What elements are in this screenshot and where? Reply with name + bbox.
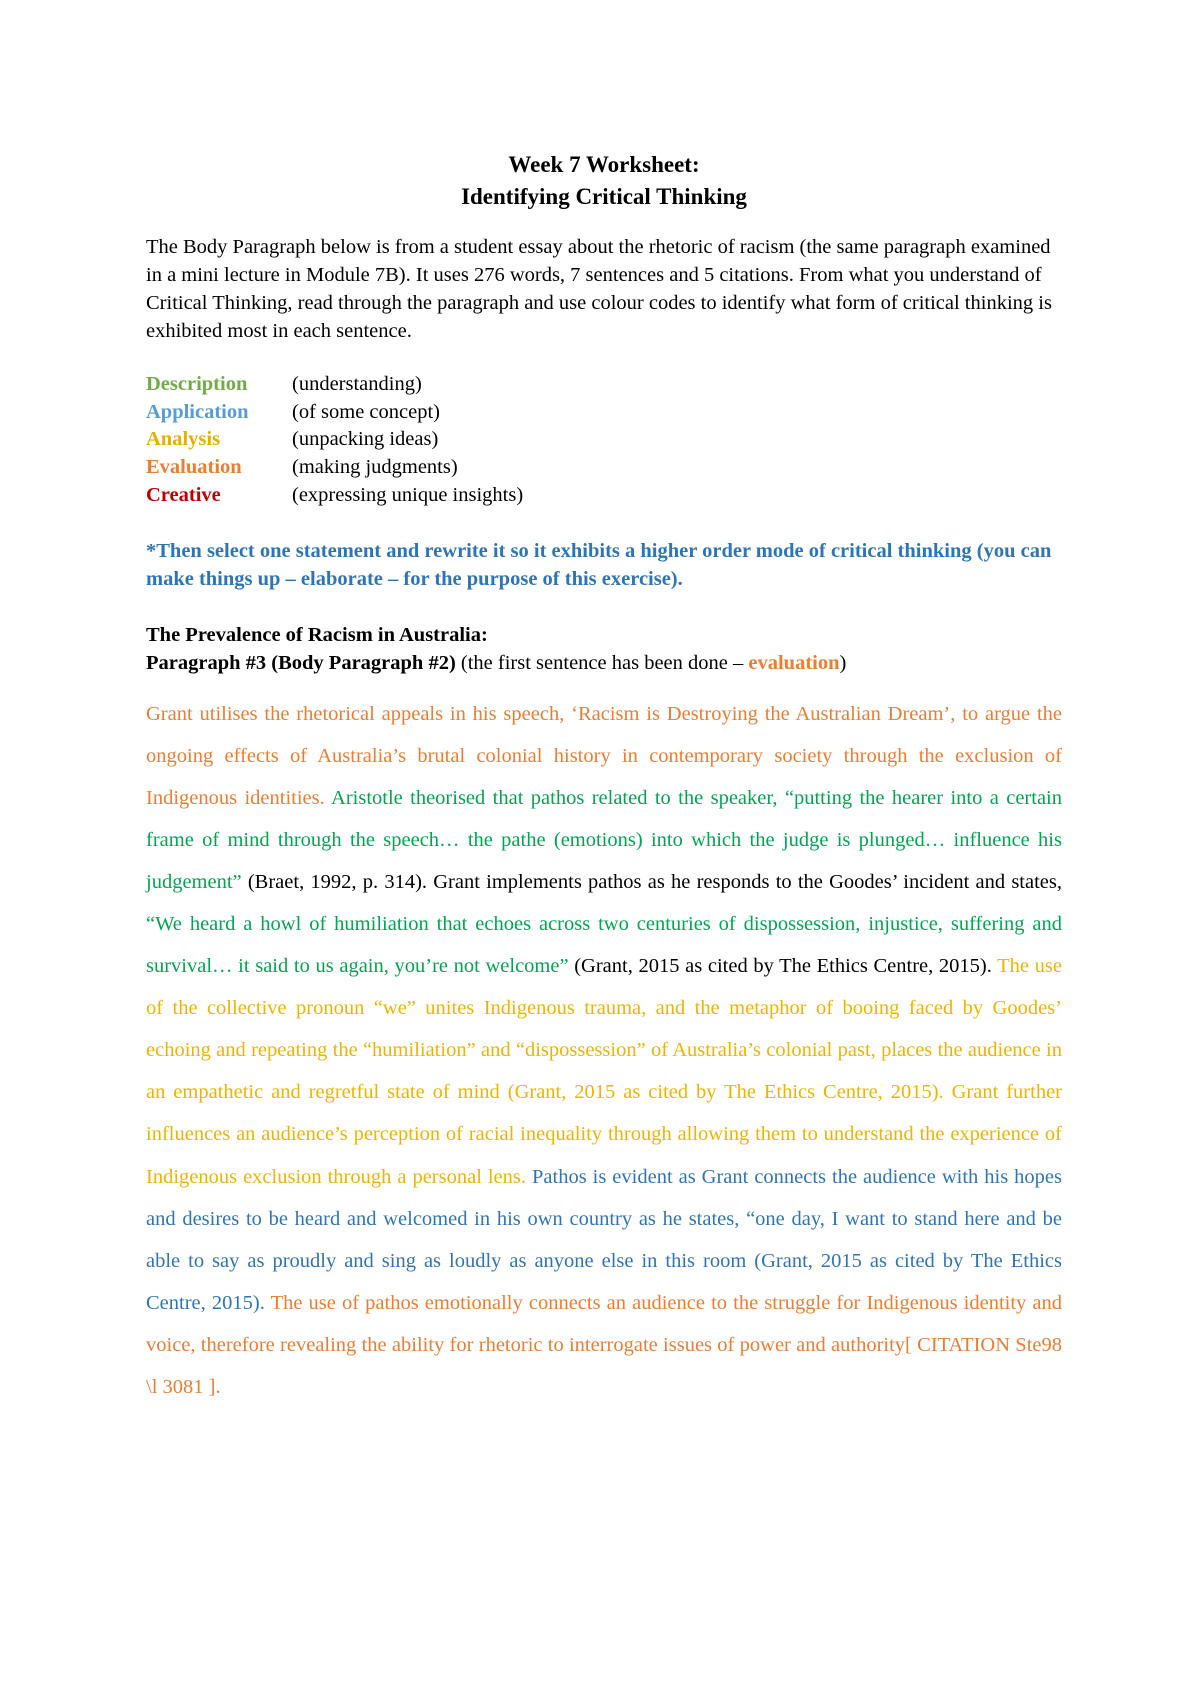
colour-code-legend [146, 371, 1062, 510]
paragraph-note: (the first sentence has been done – [455, 651, 749, 674]
intro-text: The Body Paragraph below is from a student essay about the rhetoric of racism (the same paragraph examined in a mini lecture in Module 7B). It uses 276 words, 7 sentences and 5 citations. From what you understand of Critical Thinking, read through the paragraph and use colour codes to identify what form of critical thinking is exhibited most in each sentence. [146, 236, 1052, 342]
legend-desc: (of some concept) [292, 400, 440, 423]
legend-term: Creative [146, 483, 221, 506]
worksheet-title [146, 149, 1062, 213]
body-paragraph [146, 693, 1062, 1409]
legend-desc: (making judgments) [292, 456, 458, 479]
legend-term: Analysis [146, 428, 221, 451]
sentence-segment: (Braet, 1992, p. 314). Grant implements pathos as he responds to the Goodes’ incident and states, [241, 870, 1062, 893]
legend-row-analysis [146, 426, 1062, 454]
sentence-segment: Pathos is evident as Grant connects the audience with his hopes and desires to be heard and welcomed in his own country as he states, “one day, I want to stand here and be able to say as proudly and sing as loudly as anyone else in this room (Grant, 2015 as cited by The Ethics Centre, 2015). [146, 1165, 1062, 1314]
legend-desc: (unpacking ideas) [292, 428, 439, 451]
legend-term: Application [146, 400, 249, 423]
sentence-segment: Aristotle theorised that pathos related to the speaker, “putting the hearer into a certain frame of mind through the speech… the pathe (emotions) into which the judge is plunged… influence his judgement” [146, 786, 1062, 893]
section-subtitle [146, 649, 1062, 677]
paragraph-label: Paragraph #3 (Body Paragraph #2) [146, 651, 456, 674]
evaluation-highlight: evaluation [748, 651, 840, 674]
worksheet-page [146, 0, 1062, 1408]
legend-row-application [146, 399, 1062, 427]
title-line-2: Identifying Critical Thinking [461, 184, 747, 209]
section-title: The Prevalence of Racism in Australia: [146, 623, 488, 646]
title-line-1: Week 7 Worksheet: [508, 152, 700, 177]
sentence-segment: The use of the collective pronoun “we” unites Indigenous trauma, and the metaphor of booing faced by Goodes’ echoing and repeating the “humiliation” and “dispossession” of Australia’s colonial past, places the audience in an empathetic and regretful state of mind (Grant, 2015 as cited by The Ethics Centre, 2015). Grant further influences an audience’s perception of racial inequality through allowing them to understand the experience of Indigenous exclusion through a personal lens. [146, 955, 1062, 1188]
legend-row-evaluation [146, 454, 1062, 482]
sentence-segment: Grant utilises the rhetorical appeals in his speech, ‘Racism is Destroying the Australian Dream’, to argue the ongoing effects of Australia’s brutal colonial history in contemporary society through the exclusion of Indigenous identities. [146, 702, 1062, 809]
legend-desc: (expressing unique insights) [292, 483, 524, 506]
legend-term: Description [146, 373, 248, 395]
legend-desc: (understanding) [292, 373, 422, 395]
legend-row-description [146, 371, 1062, 399]
rewrite-instruction: *Then select one statement and rewrite it so it exhibits a higher order mode of critical thinking (you can make things up – elaborate – for the purpose of this exercise). [146, 539, 1052, 590]
sentence-segment: The use of pathos emotionally connects an audience to the struggle for Indigenous identity and voice, therefore revealing the ability for rhetoric to interrogate issues of power and authority[ CITATION Ste98 \l 3081 ]. [146, 1291, 1062, 1399]
sentence-segment: (Grant, 2015 as cited by The Ethics Centre, 2015). [568, 955, 998, 978]
legend-term: Evaluation [146, 456, 242, 479]
section-heading [146, 621, 1062, 677]
paragraph-note-end: ) [839, 651, 847, 674]
sentence-segment: “We heard a howl of humiliation that echoes across two centuries of dispossession, injustice, suffering and survival… it said to us again, you’re not welcome” [146, 912, 1062, 978]
legend-row-creative [146, 482, 1062, 510]
